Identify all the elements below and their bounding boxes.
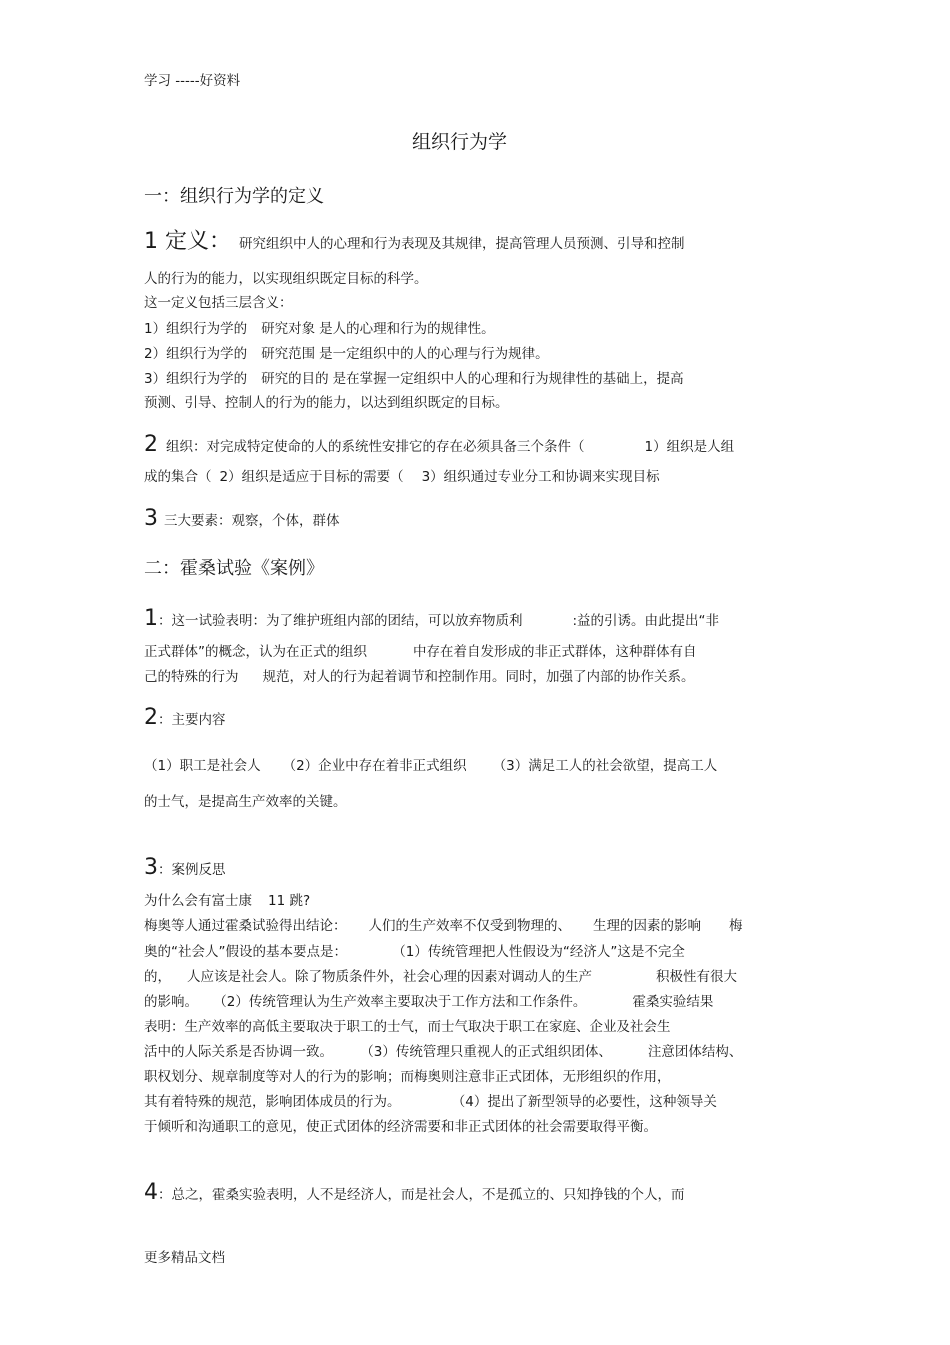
three-elements-line: 3 三大要素：观察，个体，群体 xyxy=(144,506,340,531)
page-footer: 更多精品文档 xyxy=(144,1250,225,1266)
meaning-item-3-continued: 预测、引导、控制人的行为的能力，以达到组织既定的目标。 xyxy=(144,395,509,411)
document-title: 组织行为学 xyxy=(412,131,508,153)
result-line-1: 1：这一试验表明：为了维护班组内部的团结，可以放弃物质利 :益的引诱。由此提出“非 xyxy=(144,606,720,631)
section1-heading: 一：组织行为学的定义 xyxy=(144,186,324,207)
organization-line-1: 2 组织：对完成特定使命的人的系统性安排它的存在必须具备三个条件（ 1）组织是人组 xyxy=(144,432,735,457)
reflection-line-9: 于倾听和沟通职工的意见，使正式团体的经济需要和非正式团体的社会需要取得平衡。 xyxy=(144,1119,657,1135)
main-content-line-1: （1）职工是社会人 （2）企业中存在着非正式组织 （3）满足工人的社会欲望，提高工人 xyxy=(144,758,718,774)
reflection-line-7: 职权划分、规章制度等对人的行为的影响；而梅奥则注意非正式团体，无形组织的作用， xyxy=(144,1069,671,1085)
meaning-item-1: 1）组织行为学的 研究对象 是人的心理和行为的规律性。 xyxy=(144,321,495,337)
reflection-question: 为什么会有富士康 11 跳? xyxy=(144,893,311,909)
reflection-line-8: 其有着特殊的规范，影响团体成员的行为。 （4）提出了新型领导的必要性，这种领导关 xyxy=(144,1094,717,1110)
main-content-line-2: 的士气，是提高生产效率的关键。 xyxy=(144,794,347,810)
organization-line-2: 成的集合（ 2）组织是适应于目标的需要（ 3）组织通过专业分工和协调来实现目标 xyxy=(144,469,660,485)
result-line-3: 己的特殊的行为 规范，对人的行为起着调节和控制作用。同时，加强了内部的协作关系。 xyxy=(144,669,695,685)
organization-number: 2 xyxy=(144,432,158,457)
result-line-2: 正式群体”的概念，认为在正式的组织 中存在着自发形成的非正式群体，这种群体有自 xyxy=(144,644,697,660)
meaning-item-2: 2）组织行为学的 研究范围 是一定组织中的人的心理与行为规律。 xyxy=(144,346,549,362)
conclusion-line: 4：总之，霍桑实验表明，人不是经济人，而是社会人，不是孤立的、只知挣钱的个人，而 xyxy=(144,1180,685,1205)
reflection-line-5: 表明：生产效率的高低主要取决于职工的士气，而士气取决于职工在家庭、企业及社会生 xyxy=(144,1019,671,1035)
reflection-line-1: 梅奥等人通过霍桑试验得出结论： 人们的生产效率不仅受到物理的、 生理的因素的影响 梅 xyxy=(144,918,743,934)
definition-number: 1 定义： xyxy=(144,229,231,254)
main-content-heading: 2：主要内容 xyxy=(144,705,226,730)
reflection-line-3: 的， 人应该是社会人。除了物质条件外，社会心理的因素对调动人的生产 积极性有很大 xyxy=(144,969,737,985)
reflection-line-2: 奥的“社会人”假设的基本要点是： （1）传统管理把人性假设为“经济人”这是不完全 xyxy=(144,944,685,960)
definition-line-3: 这一定义包括三层含义： xyxy=(144,295,293,311)
reflection-heading: 3：案例反思 xyxy=(144,855,226,880)
section2-heading: 二：霍桑试验《案例》 xyxy=(144,558,324,579)
meaning-item-3: 3）组织行为学的 研究的目的 是在掌握一定组织中人的心理和行为规律性的基础上，提高 xyxy=(144,371,684,387)
page-header: 学习 -----好资料 xyxy=(144,73,241,89)
definition-line-2: 人的行为的能力，以实现组织既定目标的科学。 xyxy=(144,271,428,287)
reflection-line-6: 活中的人际关系是否协调一致。 （3）传统管理只重视人的正式组织团体、 注意团体结构、 xyxy=(144,1044,743,1060)
reflection-line-4: 的影响。 （2）传统管理认为生产效率主要取决于工作方法和工作条件。 霍桑实验结果 xyxy=(144,994,714,1010)
three-elements-number: 3 xyxy=(144,506,158,531)
definition-line-1: 1 定义： 研究组织中人的心理和行为表现及其规律，提高管理人员预测、引导和控制 xyxy=(144,229,685,254)
